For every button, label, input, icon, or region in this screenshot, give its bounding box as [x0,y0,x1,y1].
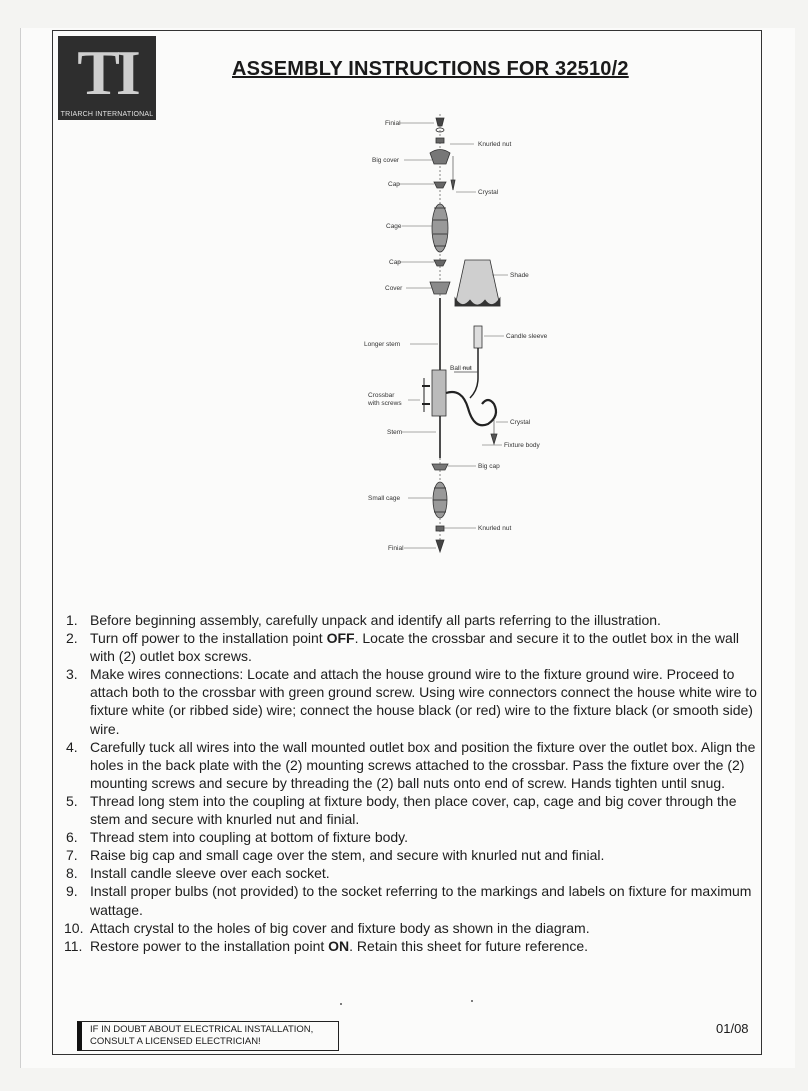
exploded-assembly-diagram [350,108,570,558]
step-text: Turn off power to the installation point [90,630,327,647]
label-ball-nut: Ball nut [450,365,472,372]
instruction-step [66,864,760,882]
step-text: Install proper bulbs (not provided) to the socket referring to the markings and labels on fixture for maximum wattage. [90,883,752,918]
scan-speck [340,1003,342,1005]
step-number: 1. [66,612,78,628]
label-longer-stem: Longer stem [364,341,401,348]
document-date: 01/08 [716,1021,749,1036]
instruction-step [66,937,760,955]
step-number: 11. [64,937,83,954]
step-text: . Locate the crossbar and secure it to the outlet box in the wall with (2) outlet box screws. [90,630,740,665]
step-text: Install candle sleeve over each socket. [90,865,330,882]
step-text: Attach crystal to the holes of big cover and fixture body as shown in the diagram. [90,919,590,936]
label-crossbar: Crossbar [368,392,395,399]
instruction-steps [66,611,760,955]
page-title: ASSEMBLY INSTRUCTIONS FOR 32510/2 [232,58,629,80]
step-text: ON [328,937,350,954]
label-cap: Cap [389,259,401,266]
label-candle-sleeve: Candle sleeve [506,333,548,340]
step-number: 8. [66,865,78,882]
label-crossbar-screws: with screws [368,400,402,407]
instruction-step [66,611,760,629]
step-number: 4. [66,738,78,755]
step-number: 10. [64,919,84,936]
warning-line-2: CONSULT A LICENSED ELECTRICIAN! [90,1036,261,1047]
instruction-step [66,629,760,665]
label-crystal-top: Crystal [478,189,499,196]
step-text: Carefully tuck all wires into the wall mounted outlet box and position the fixture over the outlet box. Align the holes in the back plate with the (2) mounting screws attached to the crossbar. Pass the fixture over the (2) mounting screws and secure by threading the (2) ball nuts onto end of screw. Hands tighten until snug. [90,738,756,791]
label-stem: Stem [387,429,403,436]
step-number: 2. [66,630,78,647]
label-finial-top: Finial [385,120,401,127]
step-number: 3. [66,666,78,683]
label-big-cap: Big cap [478,463,500,470]
logo-subtitle: TRIARCH INTERNATIONAL [60,111,154,118]
label-fixture-body: Fixture body [504,442,540,449]
step-number: 6. [66,829,78,846]
label-cap-top: Cap [388,181,400,188]
label-shade: Shade [510,272,529,279]
step-text: Before beginning assembly, carefully unpack and identify all parts referring to the illustration. [90,612,661,628]
step-text: Thread stem into coupling at bottom of fixture body. [90,829,409,846]
instruction-step [66,828,760,846]
instruction-step [66,665,760,737]
scan-speck [471,1000,473,1002]
label-cover: Cover [385,285,403,292]
step-text: OFF [326,630,355,647]
label-knurled-nut-bottom: Knurled nut [478,525,512,532]
instruction-step [66,919,760,937]
instruction-step [66,738,760,792]
step-text: Make wires connections: Locate and attach the house ground wire to the fixture ground wire. Proceed to attach both to the crossbar with green ground screw. Using wire connectors connect the house white wire to fixture white (or ribbed side) wire; connect the house black (or red) wire to the fixture black (or smooth side) wire. [90,666,757,737]
label-cage: Cage [386,223,402,230]
step-text: Raise big cap and small cage over the stem, and secure with knurled nut and finial. [90,847,605,864]
label-knurled-nut-top: Knurled nut [478,141,512,148]
label-big-cover: Big cover [372,157,400,164]
warning-line-1: IF IN DOUBT ABOUT ELECTRICAL INSTALLATION, [90,1024,314,1035]
label-small-cage: Small cage [368,495,401,502]
instruction-step [66,846,760,864]
label-crystal: Crystal [510,419,531,426]
instruction-step [66,792,760,828]
company-logo [58,36,156,120]
step-number: 5. [66,792,78,809]
step-number: 9. [66,883,78,900]
logo-mark: TI [77,37,137,108]
step-text: Thread long stem into the coupling at fixture body, then place cover, cap, cage and big cover through the stem and secure with knurled nut and finial. [90,792,737,828]
step-number: 7. [66,847,78,864]
step-text: Restore power to the installation point [90,937,329,954]
label-finial-bottom: Finial [388,545,404,552]
step-text: . Retain this sheet for future reference. [349,937,589,954]
electrical-warning-box [77,1021,339,1051]
instruction-step [66,882,760,918]
